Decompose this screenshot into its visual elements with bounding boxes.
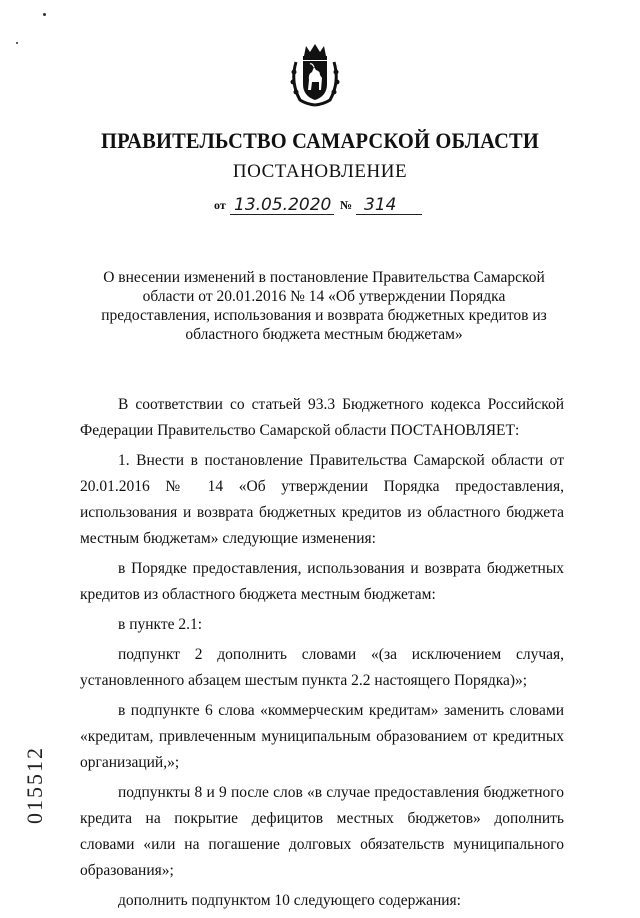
paragraph: 1. Внести в постановление Правительства Самарской области от 20.01.2016 № 14 «Об утверждении Порядка предоставления, использования и возврата бюджетных кредитов из областного бюджета местным бюджетам» следующие изменения: [80, 452, 564, 547]
side-number-container [22, 746, 52, 894]
number-value: 314 [364, 195, 397, 215]
number-label: № [340, 198, 353, 212]
paragraph: подпункты 8 и 9 после слов «в случае предоставления бюджетного кредита на покрытие дефицитов местных бюджетов» дополнить словами «или на погашение долговых обязательств муниципального образования»; [80, 784, 564, 879]
scan-speck [16, 42, 18, 44]
paragraph: подпункт 2 дополнить словами «(за исключением случая, установленного абзацем шестым пункта 2.2 настоящего Порядка)»; [80, 646, 564, 689]
date-value: 13.05.2020 [234, 195, 332, 215]
paragraph: дополнить подпунктом 10 следующего содержания: [118, 892, 461, 909]
government-title: ПРАВИТЕЛЬСТВО САМАРСКОЙ ОБЛАСТИ [101, 128, 539, 153]
paragraph: в Порядке предоставления, использования и возврата бюджетных кредитов из областного бюджета местным бюджетам: [80, 560, 564, 603]
scan-speck [43, 13, 46, 16]
side-serial-number: 015512 [22, 746, 47, 824]
date-from-label: от [214, 198, 226, 212]
paragraph: В соответствии со статьей 93.3 Бюджетного кодекса Российской Федерации Правительство Самарской области ПОСТАНОВЛЯЕТ: [80, 396, 564, 439]
document-body [80, 392, 564, 918]
paragraph: в пункте 2.1: [118, 616, 203, 633]
document-type: ПОСТАНОВЛЕНИЕ [232, 161, 408, 182]
date-number-line [214, 193, 424, 219]
samara-coat-of-arms-icon [286, 42, 344, 108]
paragraph: в подпункте 6 слова «коммерческим кредитам» заменить словами «кредитам, привлеченным муниципальным образованием от кредитных организаций,»; [80, 702, 564, 771]
document-subject: О внесении изменений в постановление Правительства Самарской области от 20.01.2016 № 14 «Об утверждении Порядка предоставления, использования и возврата бюджетных кредитов из областного бюджета местным бюджетам» [101, 269, 547, 343]
